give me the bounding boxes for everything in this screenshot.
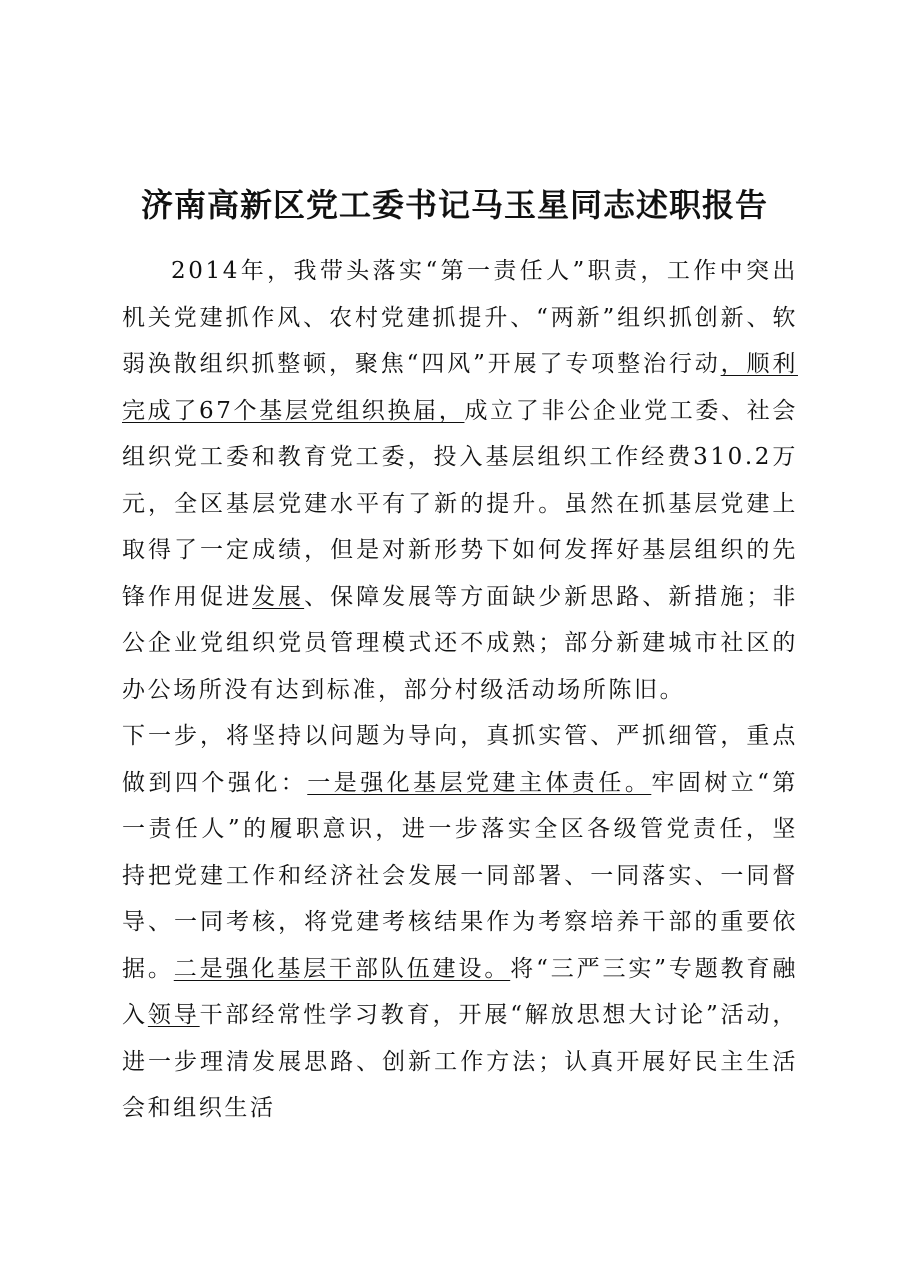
paragraph-2-underlined-d: 二是强化基层干部队伍建设。	[173, 955, 511, 982]
paragraph-2-text-e: 将“三严三实”专题教育融入	[122, 955, 798, 1028]
paragraph-2-underlined-b: 一是强化基层党建主体责任。	[307, 769, 652, 796]
paragraph-2	[122, 713, 798, 1132]
document-body	[122, 248, 798, 1132]
paragraph-1-text-a: 2014年，我带头落实“第一责任人”职责，工作中突出机关党建抓作风、农村党建抓提升、“两新”组织抓创新、软弱涣散组织抓整顿，聚焦“四风”开展了专项整治行动	[122, 258, 798, 377]
paragraph-2-text-c: 牢固树立“第一责任人”的履职意识，进一步落实全区各级管党责任，坚持把党建工作和经济社会发展一同部署、一同落实、一同督导、一同考核，将党建考核结果作为考察培养干部的重要依据。	[122, 769, 798, 982]
paragraph-1	[122, 248, 798, 713]
paragraph-1-underlined-d: 发展	[252, 583, 305, 610]
document-title: 济南高新区党工委书记马玉星同志述职报告	[140, 186, 768, 225]
paragraph-1-underlined-b: ，顺利完成了67个基层党组织换届，	[122, 351, 798, 424]
paragraph-2-text-a: 下一步，将坚持以问题为导向，真抓实管、严抓细管，重点做到四个强化：	[122, 723, 798, 796]
paragraph-2-text-g: 干部经常性学习教育，开展“解放思想大讨论”活动，进一步理清发展思路、创新工作方法；认真开展好民主生活会和组织生活	[122, 1002, 798, 1121]
paragraph-2-underlined-f: 领导	[147, 1002, 200, 1028]
paragraph-1-text-c: 成立了非公企业党工委、社会组织党工委和教育党工委，投入基层组织工作经费310.2万元，全区基层党建水平有了新的提升。虽然在抓基层党建上取得了一定成绩，但是对新形势下如何发挥好基层组织的先锋作用促进	[122, 397, 798, 610]
paragraph-1-text-e: 、保障发展等方面缺少新思路、新措施；非公企业党组织党员管理模式还不成熟；部分新建城市社区的办公场所没有达到标准，部分村级活动场所陈旧。	[122, 583, 798, 703]
